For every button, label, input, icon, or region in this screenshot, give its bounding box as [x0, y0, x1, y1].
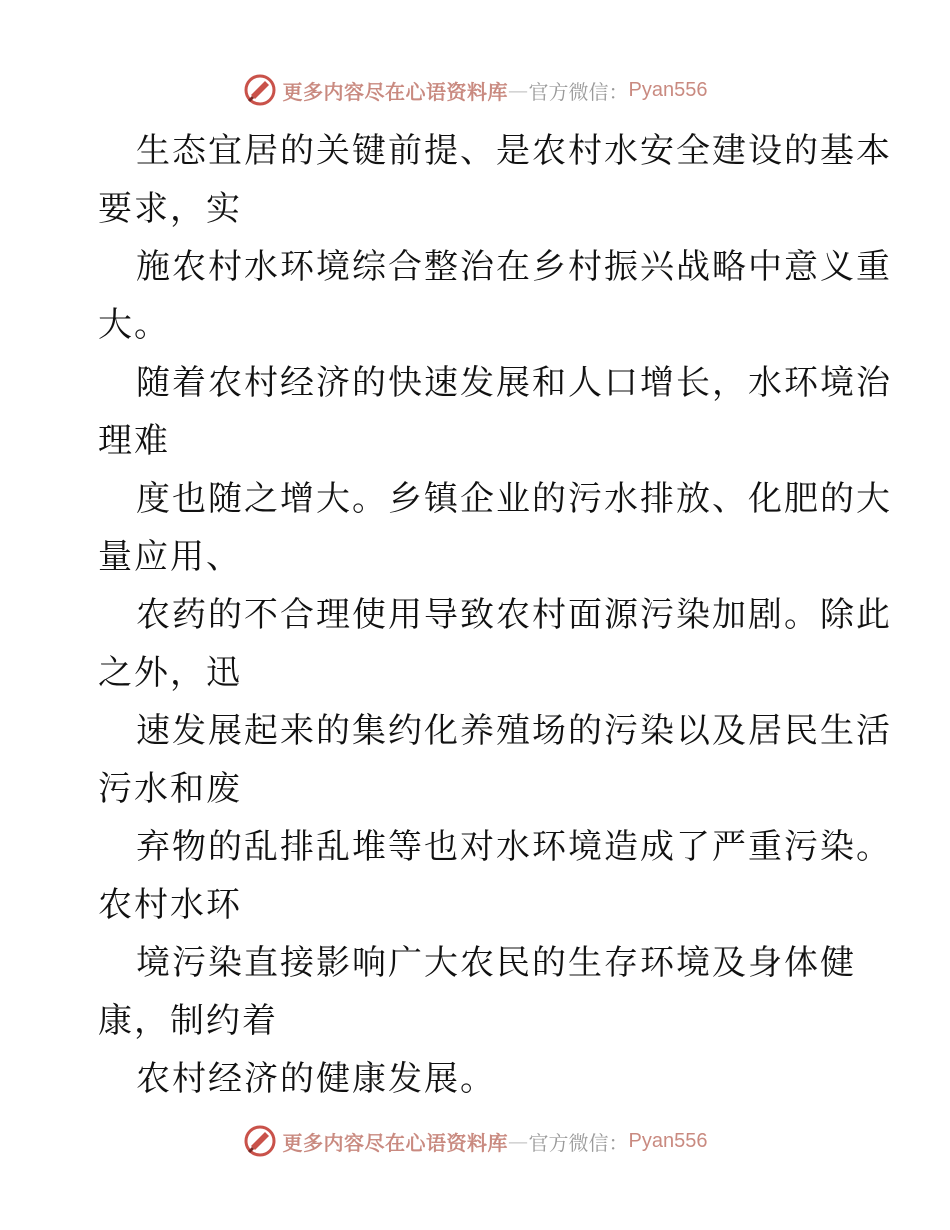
- banner-title: 更多内容尽在心语资料库: [282, 1130, 509, 1155]
- banner-wechat-id: Pyan556: [628, 1129, 708, 1152]
- paragraph-tail: 康，制约着: [98, 1001, 278, 1041]
- banner-separator: —: [508, 1129, 529, 1153]
- paragraph-line: 境污染直接影响广大农民的生存环境及身体健: [136, 943, 856, 983]
- banner-separator: —: [508, 78, 529, 102]
- banner-wechat-label: 官方微信：: [528, 79, 629, 104]
- paragraph-tail: 理难: [98, 421, 170, 461]
- paragraph: [98, 934, 858, 1050]
- brand-logo-icon: [243, 1124, 277, 1158]
- paragraph-tail: 量应用、: [98, 537, 242, 577]
- paragraph: [98, 702, 892, 818]
- paragraph-tail: 之外，迅: [98, 653, 242, 693]
- paragraph-line: 速发展起来的集约化养殖场的污染以及居民生活: [136, 711, 892, 751]
- paragraph-line: 随着农村经济的快速发展和人口增长，水环境治: [136, 363, 892, 403]
- paragraph: [98, 470, 892, 586]
- paragraph-tail: 大。: [98, 305, 170, 345]
- footer-banner: [0, 1121, 950, 1161]
- paragraph: [98, 1050, 858, 1108]
- paragraph: [98, 122, 892, 238]
- paragraph-line: 生态宜居的关键前提、是农村水安全建设的基本: [136, 131, 892, 171]
- paragraph-line: 农村经济的健康发展。: [136, 1059, 496, 1099]
- paragraph: [98, 818, 892, 934]
- paragraph-line: 度也随之增大。乡镇企业的污水排放、化肥的大: [136, 479, 892, 519]
- banner-wechat-label: 官方微信：: [528, 1130, 629, 1155]
- document-body: [98, 122, 892, 1108]
- paragraph-line: 弃物的乱排乱堆等也对水环境造成了严重污染。: [136, 827, 892, 867]
- paragraph: [98, 586, 892, 702]
- paragraph-line: 农药的不合理使用导致农村面源污染加剧。除此: [136, 595, 892, 635]
- paragraph: [98, 238, 892, 354]
- banner-wechat-id: Pyan556: [628, 78, 708, 101]
- header-banner: [0, 70, 950, 110]
- paragraph-tail: 农村水环: [98, 885, 242, 925]
- paragraph: [98, 354, 892, 470]
- brand-logo-icon: [243, 73, 277, 107]
- paragraph-line: 施农村水环境综合整治在乡村振兴战略中意义重: [136, 247, 892, 287]
- paragraph-tail: 污水和废: [98, 769, 242, 809]
- paragraph-tail: 要求，实: [98, 189, 242, 229]
- banner-title: 更多内容尽在心语资料库: [282, 79, 509, 104]
